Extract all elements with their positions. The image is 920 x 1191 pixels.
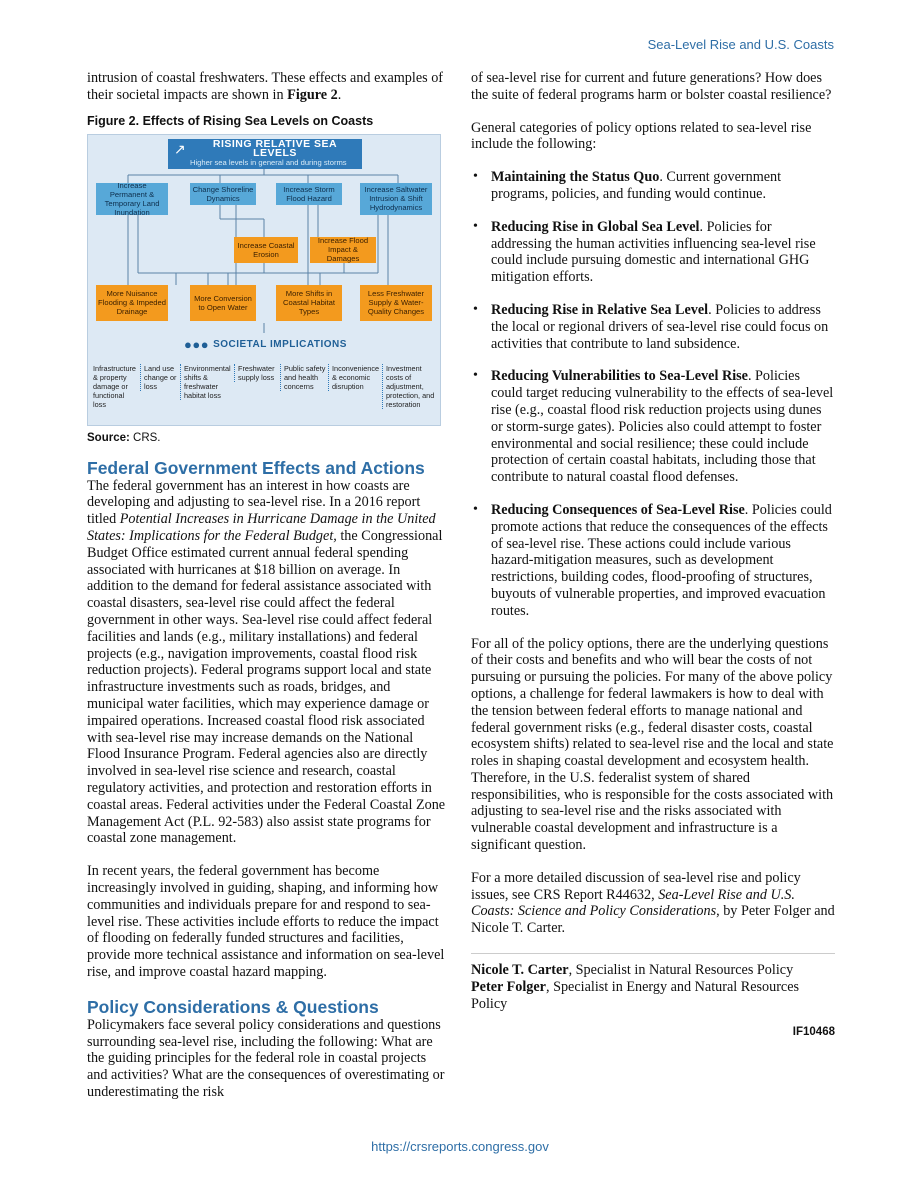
intro-paragraph: intrusion of coastal freshwaters. These effects and examples of their societal impacts are shown in Figure 2.	[87, 70, 444, 103]
running-header: Sea-Level Rise and U.S. Coasts	[647, 37, 834, 52]
figure-reference[interactable]: Figure 2	[287, 86, 338, 103]
rising-arrow-icon: ↗	[174, 140, 186, 157]
effect-box-inundation: Increase Permanent & Temporary Land Inundation	[96, 183, 168, 215]
policy-paragraph-2: For all of the policy options, there are the underlying questions of their costs and benefits and who will bear the costs of not pursuing or pursuing the policies. For many of the above policy options, a challenge for federal lawmakers is how to deal with the tension between federal efforts to manage national and federal government risks (e.g., federal disaster costs, coastal ecosystem shifts) related to sea-level rise and the local and state roles in shaping coastal development and ecosystem health. Therefore, in the U.S. federalist system of shared responsibilities, who is responsible for the costs associated with adjusting to sea-level rise and the risks associated with vulnerable coastal development and infrastructure is a significant question.	[471, 635, 834, 854]
list-item: • Reducing Rise in Relative Sea Level. Policies to address the local or regional drivers of sea-level rise could focus on activities that contribute to land subsidence.	[471, 302, 835, 352]
outcome-box-nuisance-flooding: More Nuisance Flooding & Impeded Drainage	[96, 285, 168, 321]
outcome-box-open-water: More Conversion to Open Water	[190, 285, 256, 321]
author-2: Peter Folger, Specialist in Energy and Natural Resources Policy	[471, 978, 800, 1012]
figure-caption: Figure 2. Effects of Rising Sea Levels on Coasts	[87, 113, 374, 128]
left-column	[87, 70, 449, 1101]
implications-heading: ●●● SOCIETAL IMPLICATIONS	[184, 336, 347, 352]
implication-infrastructure: Infrastructure & property damage or functional loss	[93, 363, 136, 409]
author-1: Nicole T. Carter, Specialist in Natural Resources Policy	[471, 962, 794, 979]
figure-source: Source: CRS.	[87, 431, 161, 444]
cbo-report-title: Potential Increases in Hurricane Damage in the United States: Implications for the Federal Budget,	[87, 511, 436, 544]
detail-paragraph: For a more detailed discussion of sea-level rise and policy issues, see CRS Report R44632, Sea-Level Rise and U.S. Coasts: Science and Policy Considerations, by Peter Folger and Nicole T. Carter.	[471, 869, 835, 937]
figure-title-bar	[168, 139, 362, 169]
implication-environmental: Environmental shifts & freshwater habitat loss	[180, 364, 232, 400]
implication-freshwater: Freshwater supply loss	[234, 364, 276, 382]
author-divider	[471, 953, 835, 954]
policy-options-list	[471, 169, 835, 619]
categories-intro: General categories of policy options related to sea-level rise include the following:	[471, 119, 812, 153]
heading-federal-actions: Federal Government Effects and Actions	[87, 457, 425, 478]
implication-public-safety: Public safety and health concerns	[280, 364, 326, 391]
federal-paragraph-2: In recent years, the federal government has become increasingly involved in guiding, shaping, and informing how communities and individuals prepare for and respond to sea-level rise. These activities include efforts to reduce the impact of flooding on federally funded structures and facilities, provide more technical assistance and information on sea-level rise, and improve coastal hazard mapping.	[87, 863, 445, 980]
people-icon: ●●●	[184, 336, 210, 352]
list-item: • Reducing Consequences of Sea-Level Rise. Policies could promote actions that reduce the consequences of the effects of sea-level rise. These actions could include various hazard-mitigation measures, such as development restrictions, building codes, flood-proofing of structures, buyouts of vulnerable properties, and improved evacuation routes.	[471, 502, 835, 620]
implication-land-use: Land use change or loss	[140, 364, 178, 391]
footer-url-link[interactable]: https://crsreports.congress.gov	[371, 1139, 549, 1154]
implication-investment: Investment costs of adjustment, protection, and restoration	[382, 364, 438, 409]
effect-box-shoreline: Change Shoreline Dynamics	[190, 183, 256, 205]
outcome-box-freshwater: Less Freshwater Supply & Water-Quality Changes	[360, 285, 432, 321]
federal-paragraph-1: The federal government has an interest in how coasts are developing and adjusting to sea-level rise. In a 2016 report titled Potential Increases in Hurricane Damage in the United States: Implications for the Federal Budget, the Congressional Budget Office estimated current annual federal spending associated with hurricanes at $18 billion on average. In addition to the demand for federal assistance associated with coastal disasters, sea-level rise could affect the federal government in other ways. Sea-level rise could affect federal facilities and lands (e.g., military installations) and federal projects (e.g., navigation improvements, coastal flood risk reduction projects). Federal programs support local and state infrastructure investments such as roads, bridges, and municipal water facilities, which may experience damage or impaired operations. Increased coastal flood risk associated with sea-level rise may increase demands on the National Flood Insurance Program. Federal agencies also are directly involved in sea-level rise science and research, coastal regulatory activities, and protection and restoration efforts in coastal areas. Federal activities under the Federal Coastal Zone Management Act (P.L. 92-583) also assist state programs for coastal zone management.	[87, 477, 446, 847]
sea-level-figure	[87, 134, 441, 426]
mid-box-erosion: Increase Coastal Erosion	[234, 237, 298, 263]
implication-inconvenience: Inconvenience & economic disruption	[328, 364, 380, 391]
list-item: • Reducing Rise in Global Sea Level. Policies for addressing the human activities influencing sea-level rise could include pursuing domestic and international GHG mitigation efforts.	[471, 219, 835, 286]
policy-continuation: of sea-level rise for current and future generations? How does the suite of federal programs harm or bolster coastal resilience?	[471, 70, 832, 103]
outcome-box-habitat: More Shifts in Coastal Habitat Types	[276, 285, 342, 321]
list-item: • Maintaining the Status Quo. Current government programs, policies, and funding would continue.	[471, 169, 835, 203]
policy-paragraph-1: Policymakers face several policy considerations and questions surrounding sea-level rise, including the following: What are the guiding principles for the federal role in coastal projects and activities? What are the consequences of overestimating or underestimating the risk	[87, 1016, 445, 1100]
document-id: IF10468	[792, 1026, 835, 1039]
list-item: • Reducing Vulnerabilities to Sea-Level Rise. Policies could target reducing vulnerability to the effects of sea-level rise (e.g., coastal flood risk reduction projects using dunes or storm-surge gates). Policies also could attempt to foster environmental and social resilience; these could include protection of certain coastal habitats, including those that contribute to natural coastal flood defenses.	[471, 368, 835, 486]
figure-title: RISING RELATIVE SEA LEVELS	[212, 138, 338, 160]
figure-subtitle: Higher sea levels in general and during storms	[190, 158, 347, 168]
crs-report-title[interactable]: Sea-Level Rise and U.S. Coasts: Science and Policy Considerations	[471, 886, 795, 920]
right-column	[471, 70, 835, 1038]
effect-box-saltwater: Increase Saltwater Intrusion & Shift Hydrodynamics	[360, 183, 432, 215]
mid-box-flood-impact: Increase Flood Impact & Damages	[310, 237, 376, 263]
effect-box-storm-flood: Increase Storm Flood Hazard	[276, 183, 342, 205]
heading-policy-considerations: Policy Considerations & Questions	[87, 996, 379, 1017]
